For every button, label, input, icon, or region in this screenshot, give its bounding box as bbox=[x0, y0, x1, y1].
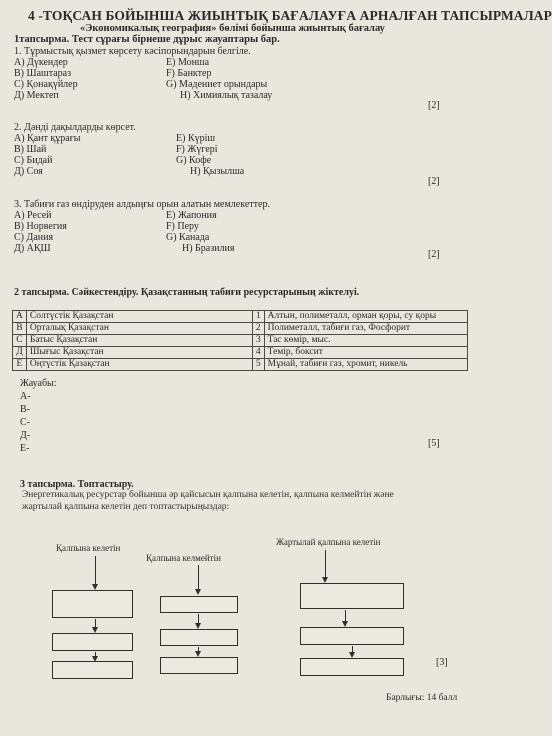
q1-option: G) Мәдениет орындары bbox=[166, 79, 268, 90]
q3-option: В) Норвегия bbox=[14, 221, 67, 232]
q1-option: Е) Монша bbox=[166, 57, 210, 68]
q1-mark: [2] bbox=[428, 100, 440, 111]
answer-box[interactable] bbox=[52, 590, 133, 618]
row-letter: А bbox=[13, 311, 27, 323]
row-letter: В bbox=[13, 323, 27, 335]
q2-option: G) Кофе bbox=[176, 155, 212, 166]
total-score: Барлығы: 14 балл bbox=[386, 693, 458, 703]
row-number: 1 bbox=[252, 311, 264, 323]
q1-option: Д) Мектеп bbox=[14, 90, 59, 101]
answer-box[interactable] bbox=[300, 583, 404, 609]
task2-heading: 2 тапсырма. Сәйкестендіру. Қазақстанның табиғи ресурстарының жіктелуі. bbox=[14, 287, 360, 298]
q3-mark: [2] bbox=[428, 249, 440, 260]
table-row bbox=[13, 347, 468, 359]
q2-option: С) Бидай bbox=[14, 155, 53, 166]
task3-mark: [3] bbox=[436, 657, 448, 668]
q3-option: H) Бразилия bbox=[182, 243, 235, 254]
connector-line bbox=[198, 565, 199, 590]
resource-cell: Полиметалл, табиғи газ, Фосфорит bbox=[264, 323, 467, 335]
answer-box[interactable] bbox=[300, 658, 404, 676]
partial-label: Жартылай қалпына келетін bbox=[276, 537, 381, 547]
answer-line: Е- bbox=[20, 443, 30, 454]
answer-box[interactable] bbox=[160, 596, 238, 613]
row-number: 2 bbox=[252, 323, 264, 335]
connector-line bbox=[95, 556, 96, 586]
q1-option: В) Шаштараз bbox=[14, 68, 72, 79]
q2-text: 2. Дәнді дақылдарды көрсет. bbox=[14, 122, 136, 133]
answer-line: Д- bbox=[20, 430, 31, 441]
resource-cell: Мұнай, табиғи газ, хромит, никель bbox=[264, 359, 467, 371]
q3-option: Д) АҚШ bbox=[14, 243, 51, 254]
answer-box[interactable] bbox=[52, 633, 133, 651]
q1-text: 1. Тұрмыстық қызмет көрсету кәсіпорындарын белгіле. bbox=[14, 46, 251, 57]
q3-option: G) Канада bbox=[166, 232, 210, 243]
nonrenewable-label: Қалпына келмейтін bbox=[146, 553, 221, 563]
q2-option: А) Қант құрағы bbox=[14, 133, 81, 144]
q3-option: Е) Жапония bbox=[166, 210, 217, 221]
resource-cell: Тас көмір, мыс. bbox=[264, 335, 467, 347]
region-cell: Шығыс Қазақстан bbox=[26, 347, 252, 359]
q3-option: F) Перу bbox=[166, 221, 199, 232]
connector-line bbox=[325, 550, 326, 578]
answer-line: В- bbox=[20, 404, 30, 415]
q1-option: А) Дүкендер bbox=[14, 57, 68, 68]
answer-box[interactable] bbox=[300, 627, 404, 645]
answer-box[interactable] bbox=[52, 661, 133, 679]
row-letter: Д bbox=[13, 347, 27, 359]
task3-text: Энергетикалық ресурстар бойынша әр қайсысын қалпына келетін, қалпына келмейтін және bbox=[22, 490, 394, 500]
q1-option: H) Химиялық тазалау bbox=[180, 90, 273, 101]
table-row bbox=[13, 311, 468, 323]
arrow-down-icon bbox=[195, 589, 201, 595]
region-cell: Батыс Қазақстан bbox=[26, 335, 252, 347]
row-number: 4 bbox=[252, 347, 264, 359]
table-row bbox=[13, 359, 468, 371]
resource-cell: Алтын, полиметалл, орман қоры, су қоры bbox=[264, 311, 467, 323]
answer-box[interactable] bbox=[160, 657, 238, 674]
table-row bbox=[13, 323, 468, 335]
task3-heading: 3 тапсырма. Топтастыру. bbox=[20, 479, 134, 490]
row-number: 3 bbox=[252, 335, 264, 347]
q1-option: F) Банктер bbox=[166, 68, 212, 79]
q2-option: Д) Соя bbox=[14, 166, 43, 177]
q2-option: Е) Күріш bbox=[176, 133, 216, 144]
q3-text: 3. Табиғи газ өндіруден алдыңғы орын алатын мемлекеттер. bbox=[14, 199, 270, 210]
task2-mark: [5] bbox=[428, 438, 440, 449]
q2-option: В) Шай bbox=[14, 144, 47, 155]
q2-mark: [2] bbox=[428, 176, 440, 187]
answer-box[interactable] bbox=[160, 629, 238, 646]
row-letter: Е bbox=[13, 359, 27, 371]
region-cell: Оңтүстік Қазақстан bbox=[26, 359, 252, 371]
region-cell: Орталық Қазақстан bbox=[26, 323, 252, 335]
table-row bbox=[13, 335, 468, 347]
renewable-label: Қалпына келетін bbox=[56, 543, 121, 553]
region-cell: Солтүстік Қазақстан bbox=[26, 311, 252, 323]
row-letter: С bbox=[13, 335, 27, 347]
task3-text: жартылай қалпына келетін деп топтастырыңыздар: bbox=[22, 502, 230, 512]
task1-heading: 1тапсырма. Тест сұрағы бірнеше дұрыс жауаптары бар. bbox=[14, 34, 280, 45]
q2-option: H) Қызылша bbox=[190, 166, 245, 177]
q3-option: С) Дания bbox=[14, 232, 54, 243]
matching-table bbox=[12, 310, 468, 371]
q3-option: А) Ресей bbox=[14, 210, 52, 221]
page-subtitle: «Экономикалық география» бөлімі бойынша жиынтық бағалау bbox=[80, 23, 385, 34]
q1-option: С) Қонақүйлер bbox=[14, 79, 78, 90]
answer-line: С- bbox=[20, 417, 30, 428]
page-title: 4 -ТОҚСАН БОЙЫНША ЖИЫНТЫҚ БАҒАЛАУҒА АРНАЛҒАН ТАПСЫРМАЛАР bbox=[28, 8, 552, 23]
answer-label: Жауабы: bbox=[20, 378, 57, 389]
row-number: 5 bbox=[252, 359, 264, 371]
resource-cell: Темір, боксит bbox=[264, 347, 467, 359]
answer-line: А- bbox=[20, 391, 31, 402]
q2-option: F) Жүгері bbox=[176, 144, 218, 155]
